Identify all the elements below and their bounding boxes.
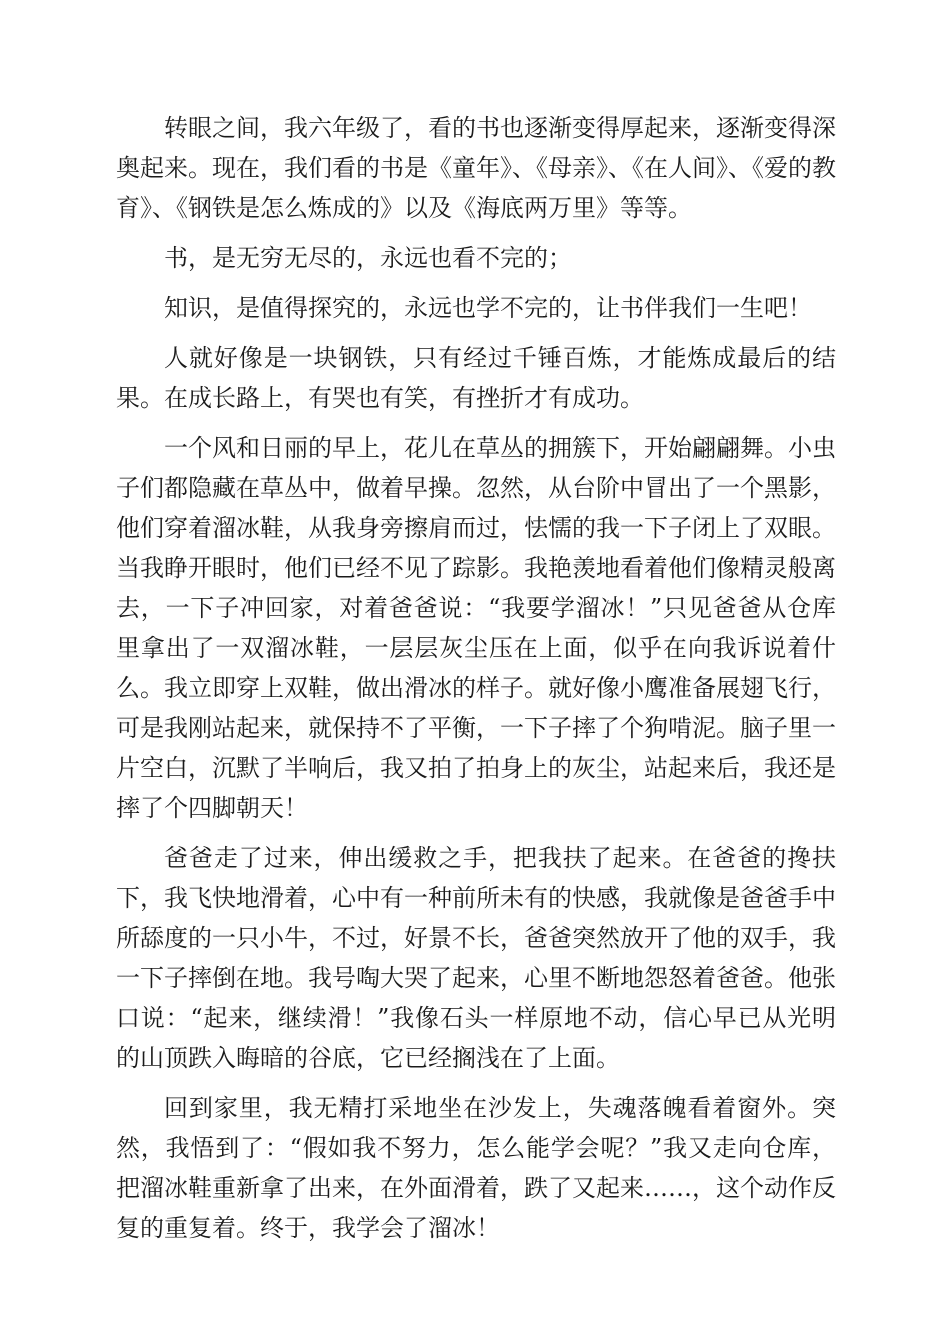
paragraph-1: 转眼之间，我六年级了，看的书也逐渐变得厚起来，逐渐变得深奥起来。现在，我们看的书是《童年》、《母亲》、《在人间》、《爱的教育》、《钢铁是怎么炼成的》以及《海底两万里》等等。 <box>116 114 836 222</box>
paragraph-7: 回到家里，我无精打采地坐在沙发上，失魂落魄看着窗外。突然，我悟到了：“假如我不努力，怎么能学会呢？”我又走向仓库，把溜冰鞋重新拿了出来，在外面滑着，跌了又起来……，这个动作反复的重复着。终于，我学会了溜冰！ <box>116 1094 836 1242</box>
paragraph-5: 一个风和日丽的早上，花儿在草丛的拥簇下，开始翩翩舞。小虫子们都隐藏在草丛中，做着早操。忽然，从台阶中冒出了一个黑影，他们穿着溜冰鞋，从我身旁擦肩而过，怯懦的我一下子闭上了双眼。当我睁开眼时，他们已经不见了踪影。我艳羡地看着他们像精灵般离去，一下子冲回家，对着爸爸说：“我要学溜冰！”只见爸爸从仓库里拿出了一双溜冰鞋，一层层灰尘压在上面，似乎在向我诉说着什么。我立即穿上双鞋，做出滑冰的样子。就好像小鹰准备展翅飞行，可是我刚站起来，就保持不了平衡，一下子摔了个狗啃泥。脑子里一片空白，沉默了半响后，我又拍了拍身上的灰尘，站起来后，我还是摔了个四脚朝天！ <box>116 434 836 822</box>
paragraph-3: 知识，是值得探究的，永远也学不完的，让书伴我们一生吧！ <box>164 294 812 322</box>
document-page <box>116 108 836 1258</box>
paragraph-6: 爸爸走了过来，伸出缓救之手，把我扶了起来。在爸爸的搀扶下，我飞快地滑着，心中有一种前所未有的快感，我就像是爸爸手中所舔度的一只小牛，不过，好景不长，爸爸突然放开了他的双手，我一下子摔倒在地。我号啕大哭了起来，心里不断地怨怒着爸爸。他张口说：“起来，继续滑！”我像石头一样原地不动，信心早已从光明的山顶跌入晦暗的谷底，它已经搁浅在了上面。 <box>116 844 836 1072</box>
paragraph-4: 人就好像是一块钢铁，只有经过千锤百炼，才能炼成最后的结果。在成长路上，有哭也有笑，有挫折才有成功。 <box>116 344 836 412</box>
paragraph-2: 书，是无穷无尽的，永远也看不完的； <box>164 244 572 272</box>
